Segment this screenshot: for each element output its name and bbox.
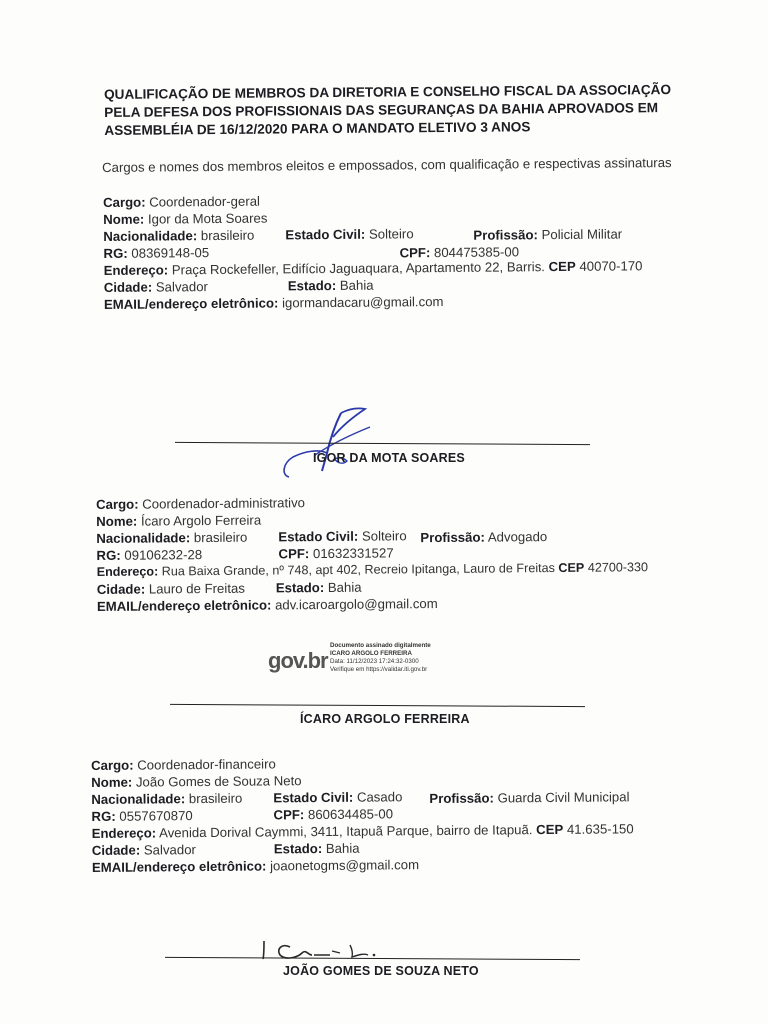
- govbr-logo: gov.br: [268, 648, 328, 673]
- nome-row: Nome: Ícaro Argolo Ferreira: [96, 512, 262, 529]
- member-block-2: [96, 491, 657, 615]
- signature-line-2: [170, 704, 585, 707]
- govbr-digital-signature-stamp: [268, 640, 468, 690]
- cidade-value: Lauro de Freitas: [148, 580, 245, 597]
- handwritten-signature-1: [275, 405, 405, 485]
- document-title: QUALIFICAÇÃO DE MEMBROS DA DIRETORIA E CONSELHO FISCAL DA ASSOCIAÇÃO PELA DEFESA DOS PROFISSIONAIS DAS SEGURANÇAS DA BAHIA APROVADOS EM ASSEMBLÉIA DE 16/12/2020 PARA O MANDATO ELETIVO 3 ANOS: [104, 82, 672, 138]
- cpf-value: 01632331527: [312, 545, 394, 562]
- nome-value: João Gomes de Souza Neto: [135, 773, 302, 790]
- email-value: adv.icaroargolo@gmail.com: [274, 596, 438, 613]
- cargo-row: Cargo: Coordenador-geral: [103, 193, 261, 210]
- estado-civil-value: Solteiro: [361, 528, 407, 544]
- document-subtitle: Cargos e nomes dos membros eleitos e empossados, com qualificação e respectivas assinaturas: [102, 155, 672, 175]
- signature-name-2: ÍCARO ARGOLO FERREIRA: [300, 712, 470, 726]
- endereco-value: Rua Baixa Grande, nº 748, apt 402, Recreio Ipitanga, Lauro de Freitas: [161, 560, 555, 579]
- email-value: joaonetogms@gmail.com: [269, 857, 420, 874]
- cidade-row: Cidade: Lauro de Freitas Estado: Bahia: [96, 579, 362, 597]
- estado-value: Bahia: [327, 579, 362, 595]
- cargo-value: Coordenador-administrativo: [142, 495, 306, 512]
- nacionalidade-value: brasileiro: [200, 227, 255, 244]
- profissao-value: Guarda Civil Municipal: [497, 789, 630, 806]
- cpf-value: 804475385-00: [433, 244, 520, 261]
- rg-value: 0557670870: [119, 808, 193, 824]
- rg-row: RG: 08369148-05 CPF: 804475385-00: [103, 244, 520, 261]
- estado-value: Bahia: [325, 840, 360, 856]
- estado-civil-value: Casado: [356, 789, 403, 805]
- signature-name-1: IGOR DA MOTA SOARES: [313, 451, 465, 465]
- profissao-value: Advogado: [487, 529, 548, 545]
- endereco-row: Endereço: Rua Baixa Grande, nº 748, apt 402, Recreio Ipitanga, Lauro de Freitas CEP 42700-330: [96, 560, 649, 579]
- nacionalidade-row: Nacionalidade: brasileiro Estado Civil: Solteiro Profissão: Policial Militar: [103, 226, 623, 244]
- email-row: EMAIL/endereço eletrônico: joaonetogms@gmail.com: [91, 857, 420, 875]
- endereco-value: Praça Rockefeller, Edifício Jaguaquara, Apartamento 22, Barris.: [171, 259, 546, 278]
- rg-row: RG: 0557670870 CPF: 860634485-00: [91, 806, 394, 824]
- nacionalidade-row: Nacionalidade: brasileiro Estado Civil: Solteiro Profissão: Advogado: [96, 528, 548, 546]
- cargo-row: Cargo: Coordenador-administrativo: [96, 495, 306, 512]
- signature-name-3: JOÃO GOMES DE SOUZA NETO: [283, 964, 479, 978]
- cargo-row: Cargo: Coordenador-financeiro: [91, 756, 276, 773]
- nome-value: Igor da Mota Soares: [147, 210, 268, 227]
- nacionalidade-row: Nacionalidade: brasileiro Estado Civil: Casado Profissão: Guarda Civil Municipal: [91, 789, 630, 807]
- cidade-row: Cidade: Salvador Estado: Bahia: [103, 277, 374, 295]
- cidade-row: Cidade: Salvador Estado: Bahia: [91, 840, 360, 858]
- nome-row: Nome: Igor da Mota Soares: [103, 210, 268, 227]
- rg-row: RG: 09106232-28 CPF: 01632331527: [96, 545, 394, 563]
- nacionalidade-value: brasileiro: [188, 790, 243, 807]
- endereco-row: Endereço: Praça Rockefeller, Edifício Jaguaquara, Apartamento 22, Barris. CEP 40070-170: [103, 258, 643, 278]
- member-block-3: [91, 752, 652, 876]
- email-row: EMAIL/endereço eletrônico: igormandacaru@gmail.com: [103, 294, 444, 312]
- nome-value: Ícaro Argolo Ferreira: [140, 512, 262, 529]
- nacionalidade-value: brasileiro: [193, 529, 248, 546]
- nome-row: Nome: João Gomes de Souza Neto: [91, 773, 302, 790]
- cep-value: 42700-330: [587, 560, 649, 575]
- endereco-value: Avenida Dorival Caymmi, 3411, Itapuã Parque, bairro de Itapuã.: [159, 822, 533, 841]
- email-value: igormandacaru@gmail.com: [281, 294, 444, 311]
- cidade-value: Salvador: [143, 842, 196, 858]
- cep-value: 41.635-150: [566, 821, 634, 837]
- cargo-value: Coordenador-financeiro: [137, 756, 276, 773]
- rg-value: 09106232-28: [124, 547, 203, 563]
- member-block-1: [103, 189, 664, 313]
- estado-civil-value: Solteiro: [368, 226, 414, 242]
- digital-signature-info: Documento assinado digitalmente ICARO ARGOLO FERREIRA Data: 11/12/2023 17:24:32-0300 Verifique em https://validar.iti.gov.br: [330, 642, 431, 673]
- endereco-row: Endereço: Avenida Dorival Caymmi, 3411, Itapuã Parque, bairro de Itapuã. CEP 41.635-150: [91, 821, 634, 841]
- profissao-value: Policial Militar: [541, 226, 623, 243]
- cidade-value: Salvador: [155, 279, 208, 295]
- rg-value: 08369148-05: [131, 245, 210, 261]
- cargo-value: Coordenador-geral: [149, 193, 261, 210]
- email-row: EMAIL/endereço eletrônico: adv.icaroargolo@gmail.com: [96, 596, 438, 614]
- cpf-value: 860634485-00: [307, 806, 394, 823]
- estado-value: Bahia: [339, 277, 374, 293]
- cep-value: 40070-170: [579, 258, 643, 274]
